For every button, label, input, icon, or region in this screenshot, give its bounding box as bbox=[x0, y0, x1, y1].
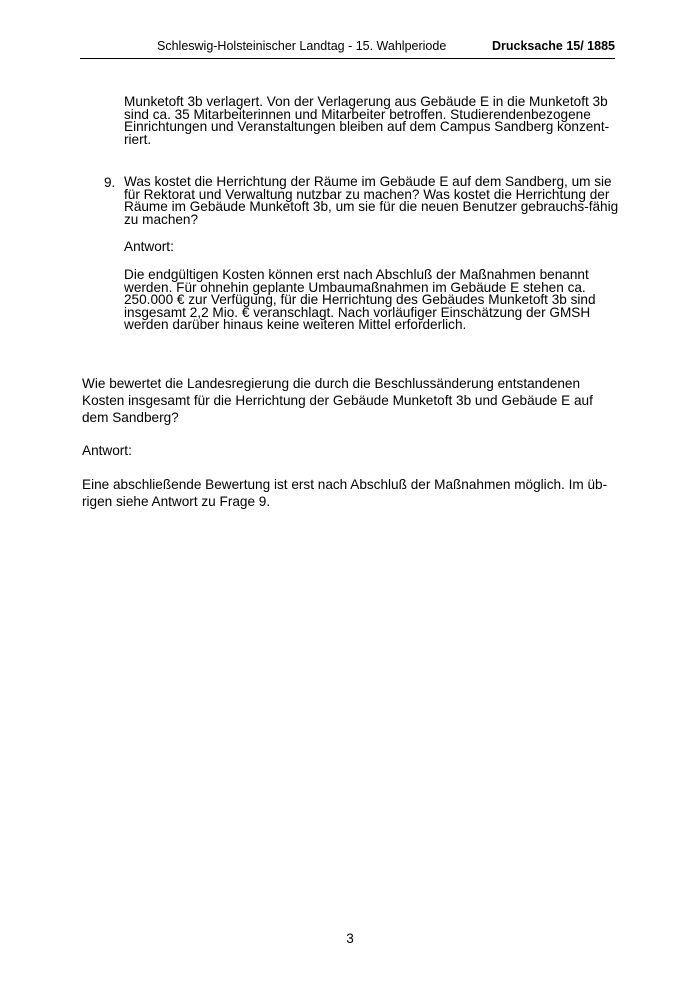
header-divider bbox=[80, 58, 615, 59]
question-9-answer-text: Die endgültigen Kosten können erst nach Abschluß der Maßnahmen benannt werden. Für ohnehin geplante Umbaumaßnahmen im Gebäude E stehen ca. 250.000 € zur Verfügung, für die Herrichtung des Gebäudes Munketoft 3b sind insgesamt 2,2 Mio. € veranschlagt. Nach vorläufiger Einschätzung der GMSH werden darüber hinaus keine weiteren Mittel erforderlich. bbox=[124, 267, 596, 333]
question-10-text: Wie bewertet die Landesregierung die durch die Beschlussänderung entstandenen Kosten insgesamt für die Herrichtung der Gebäude Munketoft 3b und Gebäude E auf dem Sandberg? bbox=[82, 376, 593, 425]
question-10-answer-label: Antwort: bbox=[82, 443, 132, 458]
question-9-answer-label: Antwort: bbox=[124, 239, 174, 254]
page-header bbox=[80, 39, 615, 59]
document-number: Drucksache 15/ 1885 bbox=[491, 39, 615, 53]
question-9-text: Was kostet die Herrichtung der Räume im Gebäude E auf dem Sandberg, um sie für Rektorat und Verwaltung nutzbar zu machen? Was kostet die Herrichtung der Räume im Gebäude Munketoft 3b, um sie für die neuen Benutzer gebrauchs-fähig zu machen? bbox=[124, 174, 619, 227]
continuation-paragraph: Munketoft 3b verlagert. Von der Verlagerung aus Gebäude E in die Munketoft 3b sind ca. 35 Mitarbeiterinnen und Mitarbeiter betroffen. Studierendenbezogene Einrichtungen und Veranstaltungen bleiben auf dem Campus Sandberg konzent-riert. bbox=[124, 94, 610, 147]
question-10-answer-text: Eine abschließende Bewertung ist erst nach Abschluß der Maßnahmen möglich. Im üb-rigen siehe Antwort zu Frage 9. bbox=[82, 477, 608, 509]
page-number: 3 bbox=[346, 931, 354, 946]
header-title: Schleswig-Holsteinischer Landtag - 15. Wahlperiode bbox=[157, 39, 447, 53]
question-9-number: 9. bbox=[104, 175, 116, 190]
